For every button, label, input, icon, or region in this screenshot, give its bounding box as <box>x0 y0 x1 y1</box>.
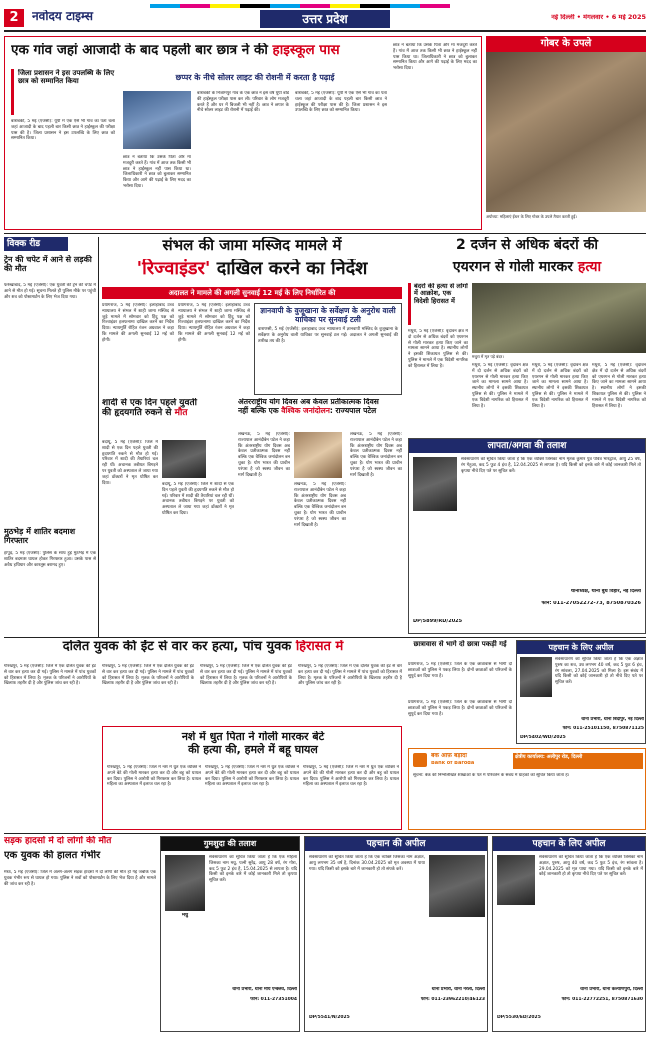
sambhal-body-2: प्रयागराज, 5 मई (एजेंसी): इलाहाबाद उच्च न्यायालय ने संभल में शाही जामा मस्जिद से जुड़े मामले में सोमवार को हिंदू पक्ष को रिज्वाइंडर हलफनामा दाखिल करने का निर्देश दिया। न्यायमूर्ति रोहित रंजन अग्रवाल ने कहा कि मामले की अगली सुनवाई 12 मई को होगी। <box>178 303 250 343</box>
identify-ad-3 <box>492 836 646 1032</box>
drunk-story <box>102 726 402 830</box>
identify-1-station: थाना प्रभारी, थाना बिंदापुर, नई दिल्ली <box>581 717 644 722</box>
road-headline-1: सड़क हादसों में दो लोगों की मौत <box>4 836 112 846</box>
bank-name-eng: Bank of Baroda <box>431 761 475 766</box>
vicky-b2: हापुड़, 5 मई (एजेंसी): पुलिस के साथ हुई मुठभेड़ में एक शातिर बदमाश घायल होकर गिरफ्तार हुआ। उसके पास से अवैध हथियार और कारतूस बरामद हुए। <box>4 551 96 568</box>
monkeys-body-4: मथुरा, 5 मई (एजेंसी): वृंदावन क्षेत्र में दो दर्जन से अधिक बंदरों को एयरगन से गोली मारकर हत्या किए जाने का मामला सामने आया है। स्थानीय लोगों ने इसकी शिकायत पुलिस से की। पुलिस ने मामले में एक विदेशी नागरिक को हिरासत में लिया है। <box>592 363 646 409</box>
village-body-col1: बाराबंकी, 5 मई (एजेंसी): यूपी में एक ऐसे भी गांव का पता चला जहां आजादी के बाद पहली बार किसी छात्र ने हाईस्कूल की परीक्षा पास की है। जिला प्रशासन ने इस उपलब्धि के लिए छात्र को सम्मानित किया। <box>11 119 115 142</box>
color-swatch <box>150 4 180 8</box>
color-swatch <box>300 4 330 8</box>
search-photo <box>165 855 205 911</box>
solar-photo <box>123 91 191 149</box>
identify-1-body: सर्वसाधारण को सूचित किया जाता है कि एक अज्ञात पुरुष का शव, उम्र लगभग 40 वर्ष, कद 5 फुट 6 इंच, रंग सांवला, 27.04.2025 को मिला है। इस संबंध में यदि किसी को कोई जानकारी हो तो नीचे दिए पते पर सूचित करें। <box>555 657 643 686</box>
village-body-col3: छात्र ने बताया कि उसके पिता और मां मजदूरी करते हैं। गांव में आज तक किसी भी छात्र ने हाईस्कूल नहीं पास किया था। जिलाधिकारी ने छात्र को बुलाकर सम्मानित किया और आगे की पढ़ाई के लिए मदद का भरोसा दिया। <box>123 155 191 189</box>
identify-1-photo <box>520 657 552 697</box>
search-ad <box>160 836 300 1032</box>
sambhal-subhead: अदालत ने मामले की अगली सुनवाई 12 मई के लिए निर्धारित की <box>102 287 402 299</box>
village-body-col2: बाराबंकी के निजामपुर गांव के एक छात्र ने इस वर्ष यूपी बोर्ड की हाईस्कूल परीक्षा पास कर ली। परिवार के लोग मजदूरी करते हैं और घर में बिजली भी नहीं है। छात्र ने छप्पर के नीचे सोलर लाइट की रोशनी में पढ़ाई की। <box>197 91 289 114</box>
road-headline-2: एक युवक की हालत गंभीर <box>4 850 101 861</box>
missing-ad <box>408 438 646 634</box>
vicky-column <box>4 237 96 634</box>
identify-ad-2 <box>304 836 488 1032</box>
identify-1-phone: फोन: 011-25101150, 8750871125 <box>562 726 644 731</box>
search-body: सर्वसाधारण को सूचित किया जाता है कि एक महिला जिसका नाम मधु, पत्नी सुरेंद्र, आयु 28 वर्ष, रंग गोरा, कद 5 फुट 2 इंच है, 15.04.2025 से लापता है। यदि किसी को इनके बारे में कोई जानकारी मिले तो कृपया सूचित करें। <box>209 855 297 884</box>
yoga-headline-red: वैश्विक जनांदोलन <box>281 405 330 415</box>
missing-code: DP/5899/RD/2025 <box>413 619 463 624</box>
identify-2-body: सर्वसाधारण को सूचित किया जाता है कि एक व्यक्ति जिसका नाम अज्ञात, आयु लगभग 35 वर्ष है, दिनांक 30.04.2025 को मृत अवस्था में पाया गया। यदि किसी को इसके बारे में जानकारी हो तो संपर्क करें। <box>309 855 425 872</box>
identify-3-photo <box>497 855 535 905</box>
gobar-credit: अयोध्या: महिलाएं ईंधन के लिए गोबर के उपले तैयार करती हुईं। <box>486 214 577 219</box>
student-body-extra <box>408 700 512 744</box>
identify-ad-1 <box>516 640 646 744</box>
gyanvapi-body: वाराणसी, 5 मई (एजेंसी): इलाहाबाद उच्च न्यायालय में ज्ञानवापी मस्जिद के वुजूखाना के सर्वेक्षण के अनुरोध वाली याचिका पर सुनवाई टल गई। अदालत ने अगली सुनवाई की तारीख तय की है। <box>258 327 398 344</box>
dalit-body-2: गोरखपुर, 5 मई (एजेंसी): जिले में एक दलित युवक की ईंट से वार कर हत्या कर दी गई। पुलिस ने मामले में पांच युवकों को हिरासत में लिया है। मृतक के परिजनों ने आरोपियों के खिलाफ तहरीर दी है और पुलिस जांच कर रही है। <box>102 664 194 687</box>
col-divider-1 <box>98 237 99 637</box>
color-swatch <box>240 4 270 8</box>
identify-3-station: थाना प्रभारी, थाना कल्याणपुरी, दिल्ली <box>580 987 643 992</box>
masthead-rule <box>4 30 646 32</box>
yoga-body-1: लखनऊ, 5 मई (एजेंसी): राज्यपाल आनंदीबेन पटेल ने कहा कि अंतरराष्ट्रीय योग दिवस अब केवल प्रतीकात्मक दिवस नहीं बल्कि एक वैश्विक जनांदोलन बन चुका है। योग भारत की प्राचीन परंपरा है जो स्वस्थ जीवन का मार्ग दिखाती है। <box>238 432 290 478</box>
bank-name: बैंक ऑफ़ बड़ौदा <box>431 753 467 759</box>
identify-2-code: DP/5541/N/2025 <box>309 1015 350 1020</box>
rule-1 <box>4 233 646 234</box>
yoga-body-3: लखनऊ, 5 मई (एजेंसी): राज्यपाल आनंदीबेन पटेल ने कहा कि अंतरराष्ट्रीय योग दिवस अब केवल प्रतीकात्मक दिवस नहीं बल्कि एक वैश्विक जनांदोलन बन चुका है। योग भारत की प्राचीन परंपरा है जो स्वस्थ जीवन का मार्ग दिखाती है। <box>350 432 402 478</box>
identify-3-phone: फोन: 011-22772251, 8750871630 <box>561 997 643 1002</box>
rule-2 <box>4 637 646 638</box>
identify-3-code: DP/5530/ED/2025 <box>497 1015 541 1020</box>
missing-station: थानाध्यक्ष, थाना बुध विहार, नई दिल्ली <box>570 589 641 594</box>
dalit-body-4: गोरखपुर, 5 मई (एजेंसी): जिले में एक दलित युवक की ईंट से वार कर हत्या कर दी गई। पुलिस ने मामले में पांच युवकों को हिरासत में लिया है। मृतक के परिजनों ने आरोपियों के खिलाफ तहरीर दी है और पुलिस जांच कर रही है। <box>298 664 402 687</box>
gobar-caption: गोबर के उपले <box>486 36 646 52</box>
wedding-headline: शादी से एक दिन पहले युवती की हृदयगति रुकने से मौत <box>102 398 197 419</box>
yoga-body-2: लखनऊ, 5 मई (एजेंसी): राज्यपाल आनंदीबेन पटेल ने कहा कि अंतरराष्ट्रीय योग दिवस अब केवल प्रतीकात्मक दिवस नहीं बल्कि एक वैश्विक जनांदोलन बन चुका है। योग भारत की प्राचीन परंपरा है जो स्वस्थ जीवन का मार्ग दिखाती है। <box>294 482 346 528</box>
search-station: थाना प्रभारी, थाना मौर्य एन्क्लेव, दिल्ली <box>232 987 297 992</box>
drunk-headline: नशे में धुत पिता ने गोली मारकर बेटे की हत्या की, हमले में बहू घायल <box>181 731 325 756</box>
monkeys-photo <box>472 283 646 353</box>
monkeys-body-3: मथुरा, 5 मई (एजेंसी): वृंदावन क्षेत्र में दो दर्जन से अधिक बंदरों को एयरगन से गोली मारकर हत्या किए जाने का मामला सामने आया है। स्थानीय लोगों ने इसकी शिकायत पुलिस से की। पुलिस ने मामले में एक विदेशी नागरिक को हिरासत में लिया है। <box>532 363 588 409</box>
village-headline: एक गांव जहां आजादी के बाद पहली बार छात्र ने की हाइस्कूल पास <box>11 43 340 58</box>
gyanvapi-box <box>254 303 402 395</box>
search-name: मधु <box>181 913 189 918</box>
gobar-photo <box>486 52 646 212</box>
village-headline-red: हाइस्कूल पास <box>272 43 340 58</box>
village-body-col5: छात्र ने बताया कि उसके पिता और मां मजदूरी करते हैं। गांव में आज तक किसी भी छात्र ने हाईस्कूल नहीं पास किया था। जिलाधिकारी ने छात्र को बुलाकर सम्मानित किया और आगे की पढ़ाई के लिए मदद का भरोसा दिया। <box>393 43 477 72</box>
monkeys-headline-red: हत्या <box>577 259 602 275</box>
student-story <box>408 640 512 698</box>
drunk-body-1: गोरखपुर, 5 मई (एजेंसी): जिले में नशे में धुत एक व्यक्ति ने अपने बेटे की गोली मारकर हत्या कर दी और बहू को घायल कर दिया। पुलिस ने आरोपी को गिरफ्तार कर लिया है। घायल महिला का अस्पताल में इलाज चल रहा है। <box>107 765 201 788</box>
missing-phone: फोन: 011-27052272-73, 8750870326 <box>541 601 641 606</box>
drunk-body-2: गोरखपुर, 5 मई (एजेंसी): जिले में नशे में धुत एक व्यक्ति ने अपने बेटे की गोली मारकर हत्या कर दी और बहू को घायल कर दिया। पुलिस ने आरोपी को गिरफ्तार कर लिया है। घायल महिला का अस्पताल में इलाज चल रहा है। <box>205 765 299 788</box>
monkeys-body-1: मथुरा, 5 मई (एजेंसी): वृंदावन क्षेत्र में दो दर्जन से अधिक बंदरों को एयरगन से गोली मारकर हत्या किए जाने का मामला सामने आया है। स्थानीय लोगों ने इसकी शिकायत पुलिस से की। पुलिस ने मामले में एक विदेशी नागरिक को हिरासत में लिया है। <box>408 329 468 369</box>
vicky-h2: मुठभेड़ में शातिर बदमाश गिरफ्तार <box>4 527 76 546</box>
wedding-photo <box>162 440 206 478</box>
dalit-body-1: गोरखपुर, 5 मई (एजेंसी): जिले में एक दलित युवक की ईंट से वार कर हत्या कर दी गई। पुलिस ने मामले में पांच युवकों को हिरासत में लिया है। मृतक के परिजनों ने आरोपियों के खिलाफ तहरीर दी है और पुलिस जांच कर रही है। <box>4 664 96 687</box>
paper-name: नवोदय टाइम्स <box>32 10 94 23</box>
identify-2-title: पहचान की अपील <box>305 837 487 851</box>
section-label: उत्तर प्रदेश <box>260 10 390 28</box>
dalit-headline: दलित युवक की ईंट से वार कर हत्या, पांच युवक हिरासत में <box>62 640 344 654</box>
missing-body: सर्वसाधारण को सूचित किया जाता है कि एक व्यक्ति जिसका नाम मृतक कुमार पुत्र पवित्र भारद्वाज, आयु 25 वर्ष, रंग गेहुआ, कद 5 फुट 4 इंच है, 12.04.2025 से लापता है। यदि किसी को इनके बारे में कोई जानकारी मिले तो कृपया नीचे दिए पते पर सूचित करें। <box>461 457 641 474</box>
color-strip <box>150 4 450 8</box>
student-headline: छात्रावास से भागे दो छात्रा पकड़ी गई <box>413 640 507 648</box>
color-swatch <box>210 4 240 8</box>
color-swatch <box>420 4 450 8</box>
gyanvapi-head: ज्ञानवापी के वुजूखाना के सर्वेक्षण के अनुरोध वाली याचिका पर सुनवाई टली <box>260 306 396 324</box>
color-swatch <box>180 4 210 8</box>
yoga-headline: अंतरराष्ट्रीय योग दिवस अब केवल प्रतीकात्मक दिवस नहीं बल्कि एक वैश्विक जनांदोलन: राज्यपाल पटेल <box>238 398 379 415</box>
wedding-headline-red: मौत <box>174 408 188 419</box>
wedding-body-2: बदायूं, 5 मई (एजेंसी): जिले में शादी से एक दिन पहले युवती की हृदयगति रुकने से मौत हो गई। परिवार में शादी की तैयारियां चल रही थीं। अचानक तबीयत बिगड़ने पर युवती को अस्पताल ले जाया गया जहां डॉक्टरों ने मृत घोषित कर दिया। <box>162 482 234 516</box>
bank-logo <box>413 753 427 767</box>
color-swatch <box>360 4 390 8</box>
monkeys-photo-caption: मथुरा में मृत पड़े बंदर। <box>472 354 504 359</box>
missing-photo <box>413 457 457 511</box>
search-phone: फोन: 011-27351004 <box>250 997 297 1002</box>
sambhal-headline-2: 'रिज्वाइंडर' दाखिल करने का निर्देश <box>136 259 368 279</box>
village-sidebar: जिला प्रशासन ने इस उपलब्धि के लिए छात्र को सम्मानित किया <box>11 69 115 115</box>
color-swatch <box>270 4 300 8</box>
identify-3-title: पहचान के लिए अपील <box>493 837 645 851</box>
rule-3 <box>4 833 646 834</box>
masthead <box>0 0 650 32</box>
monkeys-headline-2: एयरगन से गोली मारकर हत्या <box>452 259 602 275</box>
identify-2-photo <box>429 855 485 917</box>
identify-2-phone: फोन: 011-23962210/46123 <box>420 997 485 1002</box>
identify-1-title: पहचान के लिए अपील <box>517 641 645 654</box>
monkeys-body-2: मथुरा, 5 मई (एजेंसी): वृंदावन क्षेत्र में दो दर्जन से अधिक बंदरों को एयरगन से गोली मारकर हत्या किए जाने का मामला सामने आया है। स्थानीय लोगों ने इसकी शिकायत पुलिस से की। पुलिस ने मामले में एक विदेशी नागरिक को हिरासत में लिया है। <box>472 363 528 409</box>
village-kicker: छप्पर के नीचे सोलर लाइट की रोशनी में करता है पढ़ाई <box>175 73 335 82</box>
search-title: गुमशुदा की तलाश <box>161 837 299 851</box>
wedding-story <box>102 398 234 634</box>
identify-2-station: थाना प्रभारी, थाना नरेला, दिल्ली <box>431 987 485 992</box>
wedding-body-1: बदायूं, 5 मई (एजेंसी): जिले में शादी से एक दिन पहले युवती की हृदयगति रुकने से मौत हो गई। परिवार में शादी की तैयारियां चल रही थीं। अचानक तबीयत बिगड़ने पर युवती को अस्पताल ले जाया गया जहां डॉक्टरों ने मृत घोषित कर दिया। <box>102 440 158 486</box>
story-village <box>4 36 482 230</box>
identify-3-body: सर्वसाधारण को सूचित किया जाता है कि एक व्यक्ति जिसका नाम अज्ञात, पुरुष, आयु 40 वर्ष, कद 5 फुट 5 इंच, रंग सांवला है। 29.04.2025 को मृत पाया गया। यदि किसी को इनके बारे में कोई जानकारी हो तो कृपया नीचे दिए पते पर सूचित करें। <box>539 855 643 878</box>
bank-ad <box>408 748 646 830</box>
student-body: प्रयागराज, 5 मई (एजेंसी): जिले के एक छात्रावास से भागी दो छात्राओं को पुलिस ने पकड़ लिया है। दोनों छात्राओं को परिजनों के सुपुर्द कर दिया गया है। <box>408 662 512 679</box>
sambhal-headline-red: 'रिज्वाइंडर' <box>136 259 211 279</box>
identify-1-code: DP/5402/WD/2025 <box>520 735 566 740</box>
yoga-photo <box>294 432 342 478</box>
color-swatch <box>390 4 420 8</box>
vicky-label: विक्क रीड <box>4 237 68 251</box>
yoga-story <box>238 398 402 634</box>
bank-address: क्षेत्रीय कार्यालय: अलीपुर रोड, दिल्ली <box>513 753 643 769</box>
missing-title: लापता/अगवा की तलाश <box>409 439 645 453</box>
monkeys-headline-1: 2 दर्जन से अधिक बंदरों की <box>455 237 598 253</box>
bank-notice: सूचना: बैंक की निम्नलिखित शाखाओं के पते में परिवर्तन के संबंध में ग्राहकों को सूचित किया जाता है। <box>413 773 570 778</box>
sambhal-story <box>102 237 402 395</box>
monkeys-story <box>408 237 646 435</box>
dalit-body-3: गोरखपुर, 5 मई (एजेंसी): जिले में एक दलित युवक की ईंट से वार कर हत्या कर दी गई। पुलिस ने मामले में पांच युवकों को हिरासत में लिया है। मृतक के परिजनों ने आरोपियों के खिलाफ तहरीर दी है और पुलिस जांच कर रही है। <box>200 664 292 687</box>
road-story <box>4 836 156 1032</box>
sambhal-body-1: प्रयागराज, 5 मई (एजेंसी): इलाहाबाद उच्च न्यायालय ने संभल में शाही जामा मस्जिद से जुड़े मामले में सोमवार को हिंदू पक्ष को रिज्वाइंडर हलफनामा दाखिल करने का निर्देश दिया। न्यायमूर्ति रोहित रंजन अग्रवाल ने कहा कि मामले की अगली सुनवाई 12 मई को होगी। <box>102 303 174 343</box>
dateline: नई दिल्ली • मंगलवार • 6 मई 2025 <box>551 14 646 21</box>
vicky-h1: ट्रेन की चपेट में आने से लड़की की मौत <box>4 255 92 274</box>
village-body-col4: बाराबंकी, 5 मई (एजेंसी): यूपी में एक ऐसे भी गांव का पता चला जहां आजादी के बाद पहली बार किसी छात्र ने हाईस्कूल की परीक्षा पास की है। जिला प्रशासन ने इस उपलब्धि के लिए छात्र को सम्मानित किया। <box>295 91 387 114</box>
student-body-2: प्रयागराज, 5 मई (एजेंसी): जिले के एक छात्रावास से भागी दो छात्राओं को पुलिस ने पकड़ लिया है। दोनों छात्राओं को परिजनों के सुपुर्द कर दिया गया है। <box>408 700 512 717</box>
road-body: मेरठ, 5 मई (एजेंसी): जिले में अलग-अलग सड़क हादसों में दो लोगों की मौत हो गई जबकि एक युवक गंभीर रूप से घायल हो गया। पुलिस ने शवों को पोस्टमार्टम के लिए भेज दिया है और मामले की जांच कर रही है। <box>4 870 156 887</box>
monkeys-side-box: बंदरों की हत्या से लोगों में आक्रोश, एक विदेशी हिरासत में <box>408 283 468 325</box>
gobar-photo-block <box>486 36 646 230</box>
dalit-headline-red: हिरासत में <box>295 640 344 654</box>
drunk-body-3: गोरखपुर, 5 मई (एजेंसी): जिले में नशे में धुत एक व्यक्ति ने अपने बेटे की गोली मारकर हत्या कर दी और बहू को घायल कर दिया। पुलिस ने आरोपी को गिरफ्तार कर लिया है। घायल महिला का अस्पताल में इलाज चल रहा है। <box>303 765 399 788</box>
page-number: 2 <box>4 9 24 27</box>
color-swatch <box>330 4 360 8</box>
vicky-b1: फर्रुखाबाद, 5 मई (एजेंसी): एक युवती की ट्रेन की चपेट में आने से मौत हो गई। सूचना मिलते ही पुलिस मौके पर पहुंची और शव को पोस्टमार्टम के लिए भेज दिया गया। <box>4 283 96 300</box>
sambhal-headline-1: संभल की जामा मस्जिद मामले में <box>162 237 342 254</box>
